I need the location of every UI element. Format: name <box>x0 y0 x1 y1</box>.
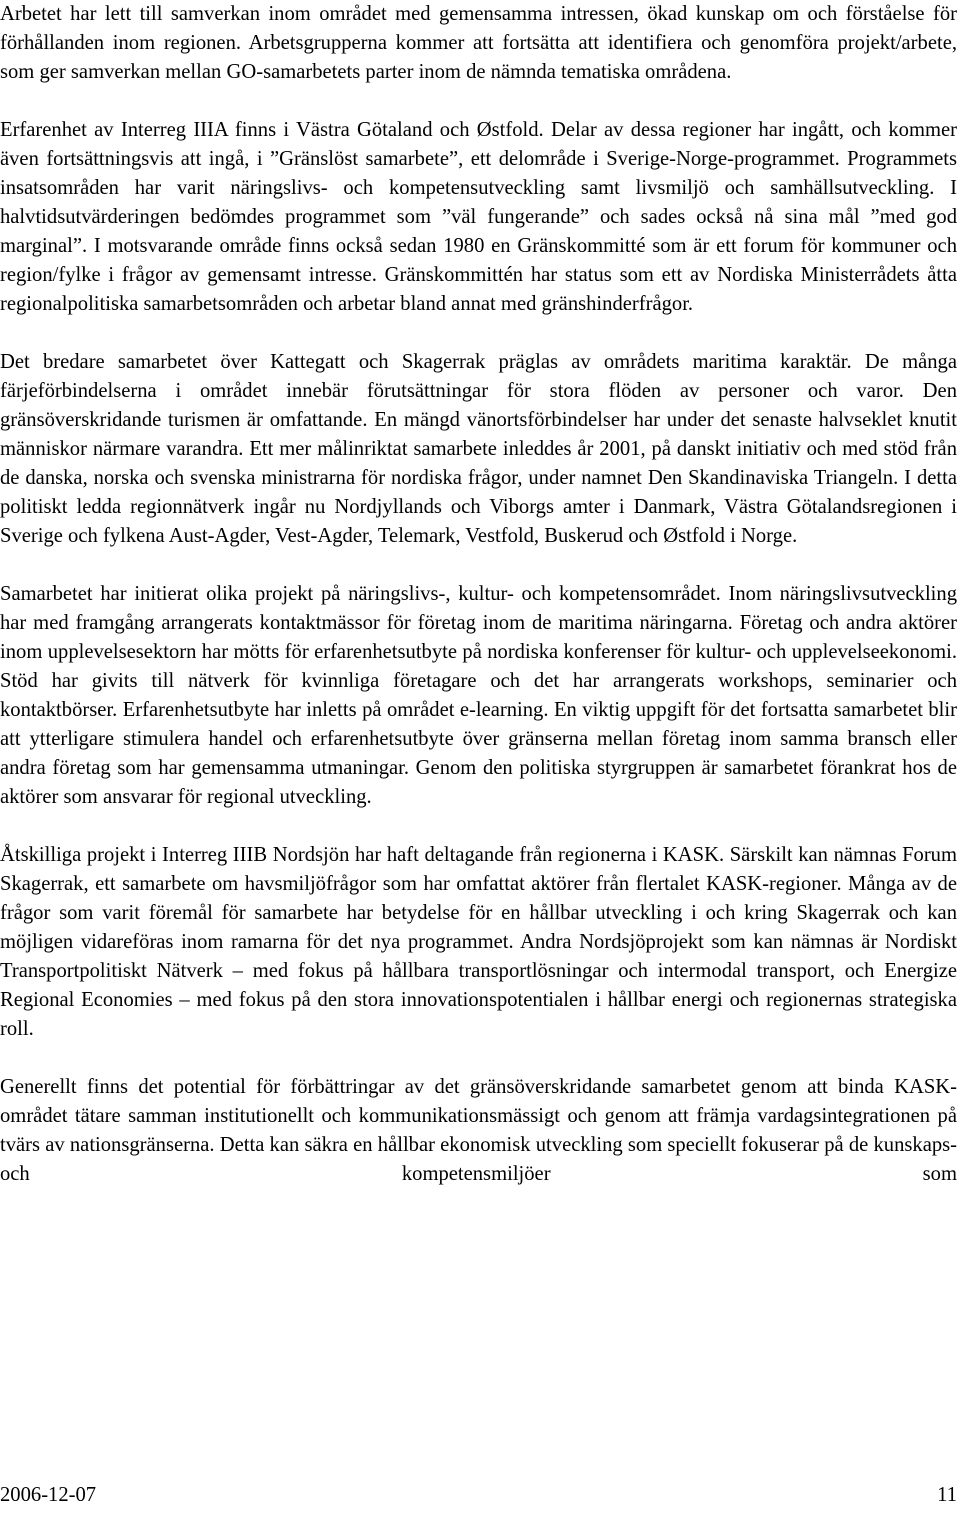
paragraph-interreg-iiib: Åtskilliga projekt i Interreg IIIB Nordsjön har haft deltagande från regionerna i KASK. Särskilt kan nämnas Forum Skagerrak, ett samarbete om havsmiljöfrågor som har omfattat aktörer från flertalet KASK-regioner. Många av de frågor som varit föremål för samarbete har betydelse för en hållbar utveckling i och kring Skagerrak och kan möjligen vidareföras inom ramarna för det nya programmet. Andra Nordsjöprojekt som kan nämnas är Nordiskt Transportpolitiskt Nätverk – med fokus på hållbara transportlösningar och intermodal transport, och Energize Regional Economies – med fokus på den stora innovationspotentialen i hållbar energi och regionernas strategiska roll. <box>0 844 957 1040</box>
paragraph-kattegatt-skagerrak: Det bredare samarbetet över Kattegatt och Skagerrak präglas av områdets maritima karaktär. De många färjeförbindelserna i området innebär förutsättningar för stora flöden av personer och varor. Den gränsöverskridande turismen är omfattande. En mängd vänortsförbindelser har under det senaste halvseklet knutit människor närmare varandra. Ett mer målinriktat samarbete inleddes år 2001, på danskt initiativ och med stöd från de danska, norska och svenska ministrarna för nordiska frågor, under namnet Den Skandinaviska Triangeln. I detta politiskt ledda regionnätverk ingår nu Nordjyllands och Viborgs amter i Danmark, Västra Götalandsregionen i Sverige och fylkena Aust-Agder, Vest-Agder, Telemark, Vestfold, Buskerud och Østfold i Norge. <box>0 351 957 547</box>
footer-date: 2006-12-07 <box>0 1484 97 1506</box>
paragraph-projects: Samarbetet har initierat olika projekt på näringslivs-, kultur- och kompetensområdet. Inom näringslivsutveckling har med framgång arrangerats kontaktmässor för företag inom de maritima näringarna. Företag och andra aktörer inom upplevelsesektorn har mötts för erfarenhetsutbyte på nordiska konferenser för kultur- och upplevelseekonomi. Stöd har givits till nätverk för kvinnliga företagare och det har arrangerats workshops, seminarier och kontaktbörser. Erfarenhetsutbyte har inletts på området e-learning. En viktig uppgift för det fortsatta samarbetet blir att ytterligare stimulera handel och erfarenhetsutbyte över gränserna mellan företag inom samma bransch eller andra företag som har gemensamma utmaningar. Genom den politiska styrgruppen är samarbetet förankrat hos de aktörer som ansvarar för regional utveckling. <box>0 583 957 808</box>
paragraph-intro-go-cooperation: Arbetet har lett till samverkan inom området med gemensamma intressen, ökad kunskap om och förståelse för förhållanden inom regionen. Arbetsgrupperna kommer att fortsätta att identifiera och genomföra projekt/arbete, som ger samverkan mellan GO-samarbetets parter inom de nämnda tematiska områdena. <box>0 3 957 83</box>
paragraph-potential: Generellt finns det potential för förbättringar av det gränsöverskridande samarbetet genom att binda KASK-området tätare samman institutionellt och kommunikationsmässigt och genom att främja vardagsintegrationen på tvärs av nationsgränserna. Detta kan säkra en hållbar ekonomisk utveckling som speciellt fokuserar på de kunskaps- och kompetensmiljöer som <box>0 1076 957 1185</box>
page-footer <box>0 1481 957 1510</box>
page-number: 11 <box>937 1484 957 1506</box>
paragraph-interreg-iiia: Erfarenhet av Interreg IIIA finns i Västra Götaland och Østfold. Delar av dessa regioner har ingått, och kommer även fortsättningsvis att ingå, i ”Gränslöst samarbete”, ett delområde i Sverige-Norge-programmet. Programmets insatsområden har varit näringslivs- och kompetensutveckling samt livsmiljö och samhällsutveckling. I halvtidsutvärderingen bedömdes programmet som ”väl fungerande” och sades också nå sina mål ”med god marginal”. I motsvarande område finns också sedan 1980 en Gränskommitté som är ett forum för kommuner och region/fylke i frågor av gemensamt intresse. Gränskommittén har status som ett av Nordiska Ministerrådets åtta regionalpolitiska samarbetsområden och arbetar bland annat med gränshinderfrågor. <box>0 119 957 315</box>
